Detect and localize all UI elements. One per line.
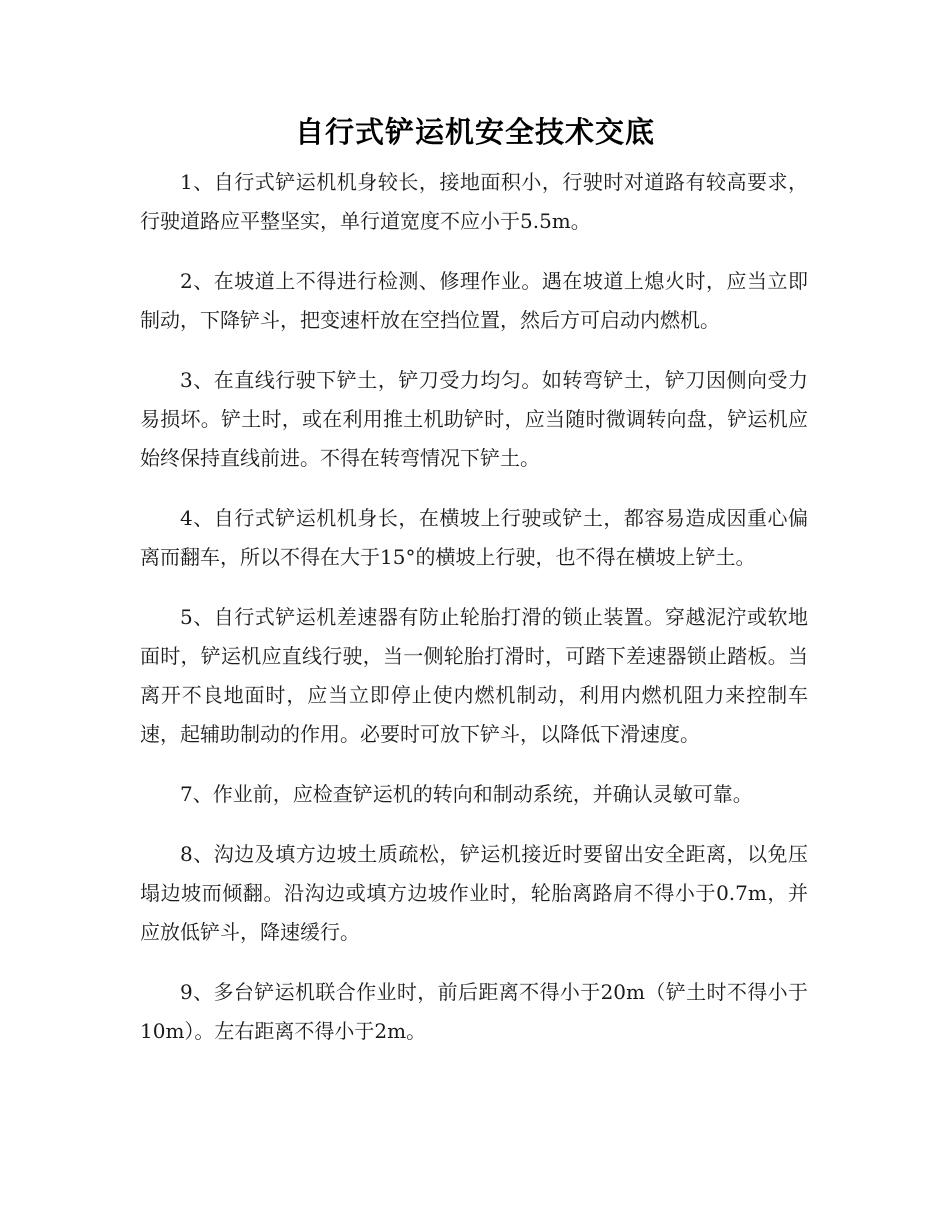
paragraph-9: 9、多台铲运机联合作业时，前后距离不得小于20m（铲土时不得小于10m）。左右距离不得小于2m。 [140,980,808,1043]
paragraph-2: 2、在坡道上不得进行检测、修理作业。遇在坡道上熄火时，应当立即制动，下降铲斗，把变速杆放在空挡位置，然后方可启动内燃机。 [140,269,808,332]
document-body [140,163,808,1072]
paragraph-5: 5、自行式铲运机差速器有防止轮胎打滑的锁止装置。穿越泥泞或软地面时，铲运机应直线行驶，当一侧轮胎打滑时，可踏下差速器锁止踏板。当离开不良地面时，应当立即停止使内燃机制动，利用内燃机阻力来控制车速，起辅助制动的作用。必要时可放下铲斗，以降低下滑速度。 [140,605,808,746]
paragraph-1: 1、自行式铲运机机身较长，接地面积小，行驶时对道路有较高要求，行驶道路应平整坚实，单行道宽度不应小于5.5m。 [140,170,808,233]
paragraph-3: 3、在直线行驶下铲土，铲刀受力均匀。如转弯铲土，铲刀因侧向受力易损坏。铲土时，或在利用推土机助铲时，应当随时微调转向盘，铲运机应始终保持直线前进。不得在转弯情况下铲土。 [140,368,808,470]
document-title: 自行式铲运机安全技术交底 [294,115,655,149]
paragraph-7: 7、作业前，应检查铲运机的转向和制动系统，并确认灵敏可靠。 [180,782,753,806]
paragraph-8: 8、沟边及填方边坡土质疏松，铲运机接近时要留出安全距离，以免压塌边坡而倾翻。沿沟边或填方边坡作业时，轮胎离路肩不得小于0.7m，并应放低铲斗，降速缓行。 [140,842,808,944]
paragraph-4: 4、自行式铲运机机身长，在横坡上行驶或铲土，都容易造成因重心偏离而翻车，所以不得在大于15°的横坡上行驶，也不得在横坡上铲土。 [140,506,808,569]
